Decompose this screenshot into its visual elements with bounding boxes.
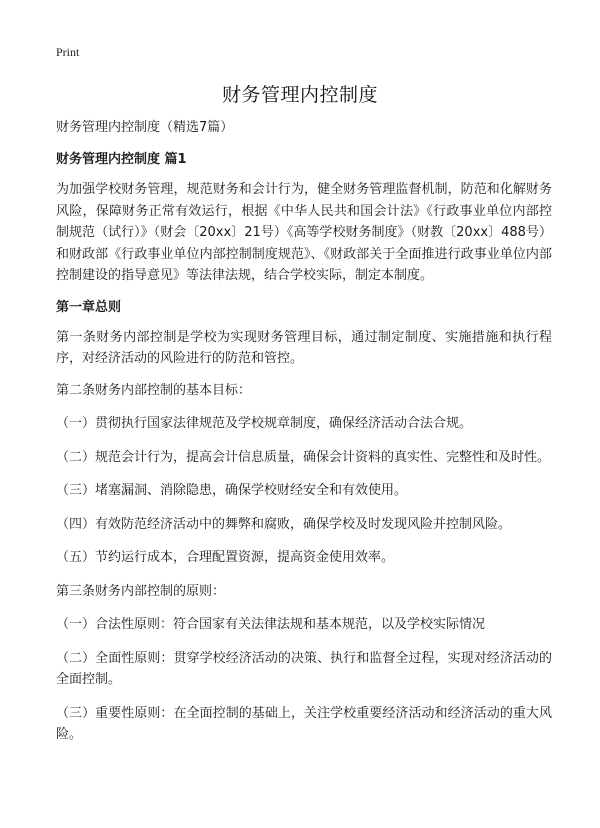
document-body [56, 119, 552, 758]
principle-item: （一）合法性原则：符合国家有关法律法规和基本规范，以及学校实际情况 [56, 617, 486, 632]
principle-item: （三）重要性原则：在全面控制的基础上，关注学校重要经济活动和经济活动的重大风险。 [56, 705, 552, 742]
goal-item: （一）贯彻执行国家法律规范及学校规章制度，确保经济活动合法合规。 [56, 416, 473, 431]
goal-item: （四）有效防范经济活动中的舞弊和腐败，确保学校及时发现风险并控制风险。 [56, 516, 512, 532]
page-title: 财务管理内控制度 [221, 84, 378, 106]
article-2: 第二条财务内部控制的基本目标： [56, 382, 252, 398]
goal-item: （二）规范会计行为，提高会计信息质量，确保会计资料的真实性、完整性和及时性。 [56, 449, 551, 465]
intro-paragraph: 为加强学校财务管理，规范财务和会计行为，健全财务管理监督机制，防范和化解财务风险，保障财务正常有效运行，根据《中华人民共和国会计法》《行政事业单位内部控制规范（试行）》（财会〔20xx〕21号）《高等学校财务制度》（财教〔20xx〕488号）和财政部《行政事业单位内部控制制度规范》、《财政部关于全面推进行政事业单位内部控制建设的指导意见》等法律法规，结合学校实际，制定本制度。 [56, 182, 552, 283]
article-1: 第一条财务内部控制是学校为实现财务管理目标，通过制定制度、实施措施和执行程序，对经济活动的风险进行的防范和管控。 [56, 329, 552, 366]
principle-item: （二）全面性原则：贯穿学校经济活动的决策、执行和监督全过程，实现对经济活动的全面控制。 [56, 650, 552, 687]
document-subtitle: 财务管理内控制度（精选7篇） [56, 120, 234, 135]
part-heading: 财务管理内控制度 篇1 [56, 152, 187, 167]
chapter-heading: 第一章总则 [56, 299, 122, 315]
article-3: 第三条财务内部控制的原则： [56, 583, 226, 599]
goal-item: （三）堵塞漏洞、消除隐患，确保学校财经安全和有效使用。 [56, 483, 408, 498]
goal-item: （五）节约运行成本，合理配置资源，提高资金使用效率。 [56, 550, 395, 565]
print-label: Print [56, 45, 80, 59]
